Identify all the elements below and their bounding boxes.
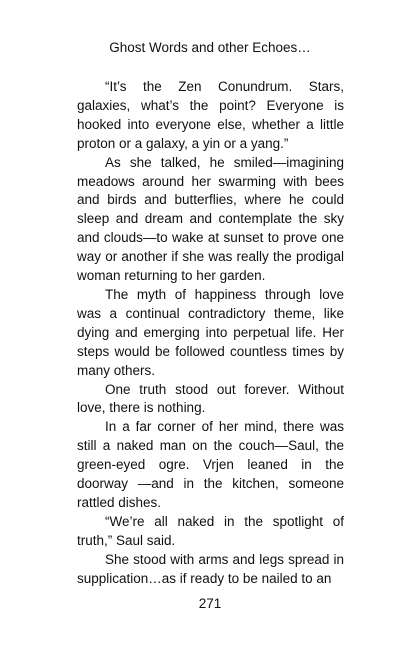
paragraph: As she talked, he smiled—imagining meadows around her swarming with bees and birds and butterflies, where he could sleep and dream and contemplate the sky and clouds—to wake at sunset to prove one way or another if she was really the prodigal woman returning to her garden. [77, 154, 344, 284]
paragraph: In a far corner of her mind, there was still a naked man on the couch—Saul, the green-eyed ogre. Vrjen leaned in the doorway —and in the kitchen, someone rattled dishes. [77, 419, 344, 510]
paragraph: “We’re all naked in the spotlight of truth,” Saul said. [77, 513, 344, 548]
body-text [77, 78, 344, 588]
paragraph: The myth of happiness through love was a continual contradictory theme, like dying and emerging into perpetual life. Her steps would be followed countless times by many others. [77, 286, 344, 378]
page-number: 271 [198, 596, 222, 611]
paragraph: One truth stood out forever. Without love, there is nothing. [77, 381, 344, 416]
running-header: Ghost Words and other Echoes… [109, 40, 311, 55]
paragraph: “It’s the Zen Conundrum. Stars, galaxies, what’s the point? Everyone is hooked into everyone else, whether a little proton or a galaxy, a yin or a yang.” [77, 79, 344, 151]
paragraph: She stood with arms and legs spread in supplication…as if ready to be nailed to an [77, 551, 344, 586]
